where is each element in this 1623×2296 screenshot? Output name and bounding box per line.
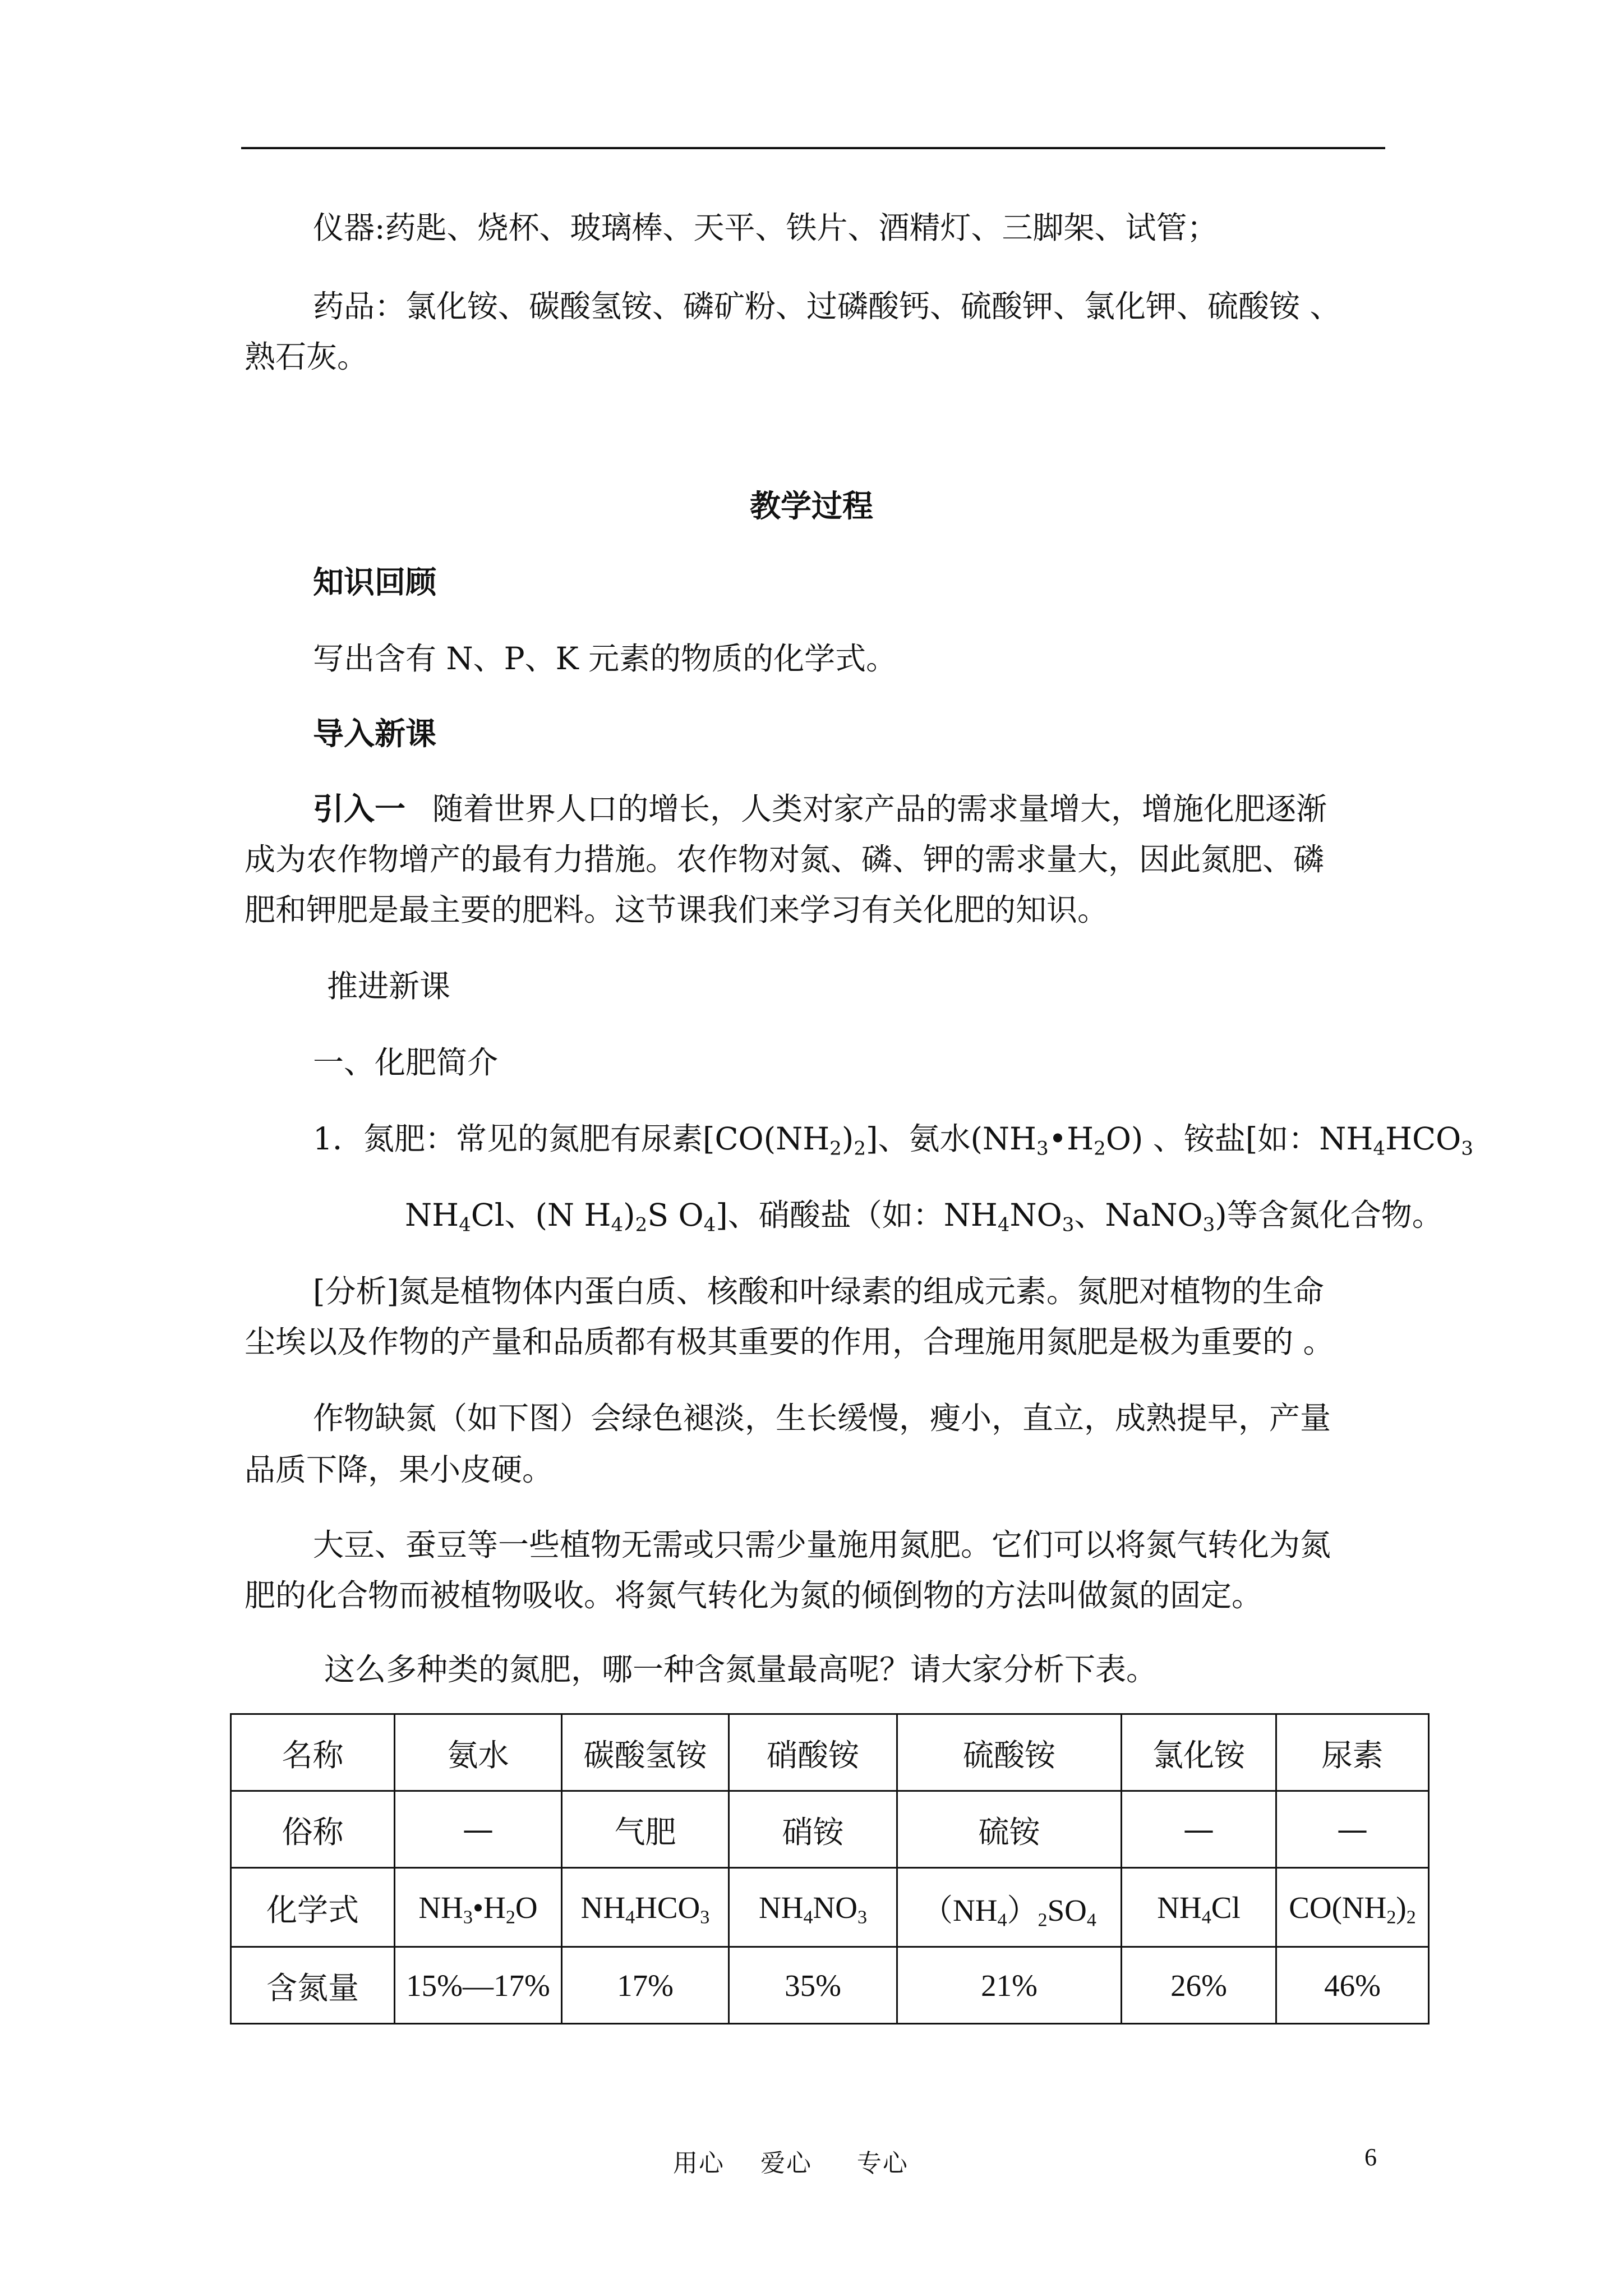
intro-heading: 导入新课	[313, 715, 437, 752]
table-cell: 17%	[562, 1947, 729, 2024]
intro-line-2: 成为农作物增产的最有力措施。农作物对氮、磷、钾的需求量大，因此氮肥、磷	[245, 841, 1325, 877]
table-row-common-name	[231, 1791, 1429, 1868]
table-cell: —	[395, 1791, 562, 1868]
table-cell: —	[1122, 1791, 1276, 1868]
review-heading: 知识回顾	[313, 564, 437, 600]
section-title: 教学过程	[749, 487, 873, 524]
table-cell: 硫酸铵	[897, 1714, 1122, 1791]
page-number: 6	[1364, 2143, 1377, 2171]
footer-motto: 用心 爱心 专心	[673, 2149, 909, 2178]
deficiency-line-2: 品质下降，果小皮硬。	[245, 1452, 554, 1488]
table-cell: 含氮量	[231, 1947, 395, 2024]
table-cell: 名称	[231, 1714, 395, 1791]
nitrogen-line-1: 1．氮肥：常见的氮肥有尿素$[CO(NH_2)_2]$、氨水$(NH_3•H_2O)$ 、铵盐[如：$NH_4HCO_3$	[313, 1121, 1473, 1160]
deficiency-line-1: 作物缺氮（如下图）会绿色褪淡，生长缓慢，瘦小，直立，成熟提早，产量	[313, 1400, 1331, 1436]
table-cell: 21%	[897, 1947, 1122, 2024]
table-cell: 氨水	[395, 1714, 562, 1791]
chemicals-line-1: 药品：氯化铵、碳酸氢铵、磷矿粉、过磷酸钙、硫酸钾、氯化钾、硫酸铵 、	[313, 288, 1341, 324]
instruments-line: 仪器:药匙、烧杯、玻璃棒、天平、铁片、酒精灯、三脚架、试管；	[313, 210, 1218, 246]
table-row-name	[231, 1714, 1429, 1791]
nitrogen-fertilizer-table	[230, 1713, 1430, 2024]
intro-line-3: 肥和钾肥是最主要的肥料。这节课我们来学习有关化肥的知识。	[245, 892, 1109, 928]
analysis-line-1: [分析]氮是植物体内蛋白质、核酸和叶绿素的组成元素。氮肥对植物的生命	[313, 1273, 1324, 1309]
table-cell: 26%	[1122, 1947, 1276, 2024]
header-rule	[241, 147, 1385, 149]
table-cell: 46%	[1276, 1947, 1429, 2024]
formula-ammonium-nitrate: $NH_4NO_3$	[729, 1868, 897, 1947]
intro-line-1	[313, 789, 1327, 829]
formula-ammonium-sulfate: $(NH_4)_2SO_4$	[897, 1868, 1122, 1947]
table-cell: 化学式	[231, 1868, 395, 1947]
formula-urea: $CO(NH_2)_2$	[1276, 1868, 1429, 1947]
nitrogen-line-2: $NH_4Cl$、(N $H_4)_2S$ $O_4$]、硝酸盐（如：$NH_4NO_3$、NaNO$_3$)等含氮化合物。	[405, 1197, 1443, 1236]
section-one-heading: 一、化肥简介	[313, 1045, 499, 1080]
formula-ammonium-bicarbonate: $NH_4HCO_3$	[562, 1868, 729, 1947]
table-row-formula	[231, 1868, 1429, 1947]
analysis-line-2: 尘埃以及作物的产量和品质都有极其重要的作用，合理施用氮肥是极为重要的 。	[245, 1324, 1334, 1360]
table-cell: 35%	[729, 1947, 897, 2024]
intro-text-1: 随着世界人口的增长，人类对家产品的需求量增大，增施化肥逐渐	[432, 791, 1327, 827]
table-cell: 硫铵	[897, 1791, 1122, 1868]
table-cell: 硝酸铵	[729, 1714, 897, 1791]
table-cell: —	[1276, 1791, 1429, 1868]
fixation-line-2: 肥的化合物而被植物吸收。将氮气转化为氮的倾倒物的方法叫做氮的固定。	[245, 1577, 1263, 1613]
table-cell: 俗称	[231, 1791, 395, 1868]
table-intro: 这么多种类的氮肥，哪一种含氮量最高呢？请大家分析下表。	[324, 1651, 1158, 1687]
table-row-nitrogen-content	[231, 1947, 1429, 2024]
formula-ammonia-water: $NH_3•H_2O$	[395, 1868, 562, 1947]
formula-ammonium-chloride: $NH_4Cl$	[1122, 1868, 1276, 1947]
chemicals-line-2: 熟石灰。	[245, 339, 368, 375]
table-cell: 气肥	[562, 1791, 729, 1868]
fixation-line-1: 大豆、蚕豆等一些植物无需或只需少量施用氮肥。它们可以将氮气转化为氮	[313, 1527, 1331, 1563]
table-cell: 碳酸氢铵	[562, 1714, 729, 1791]
advance-heading: 推进新课	[327, 968, 451, 1004]
table-cell: 氯化铵	[1122, 1714, 1276, 1791]
intro-label: 引入一	[313, 790, 406, 827]
review-text: 写出含有 N、P、K 元素的物质的化学式。	[313, 641, 897, 677]
table-cell: 硝铵	[729, 1791, 897, 1868]
table-cell: 尿素	[1276, 1714, 1429, 1791]
table-cell: 15%—17%	[395, 1947, 562, 2024]
